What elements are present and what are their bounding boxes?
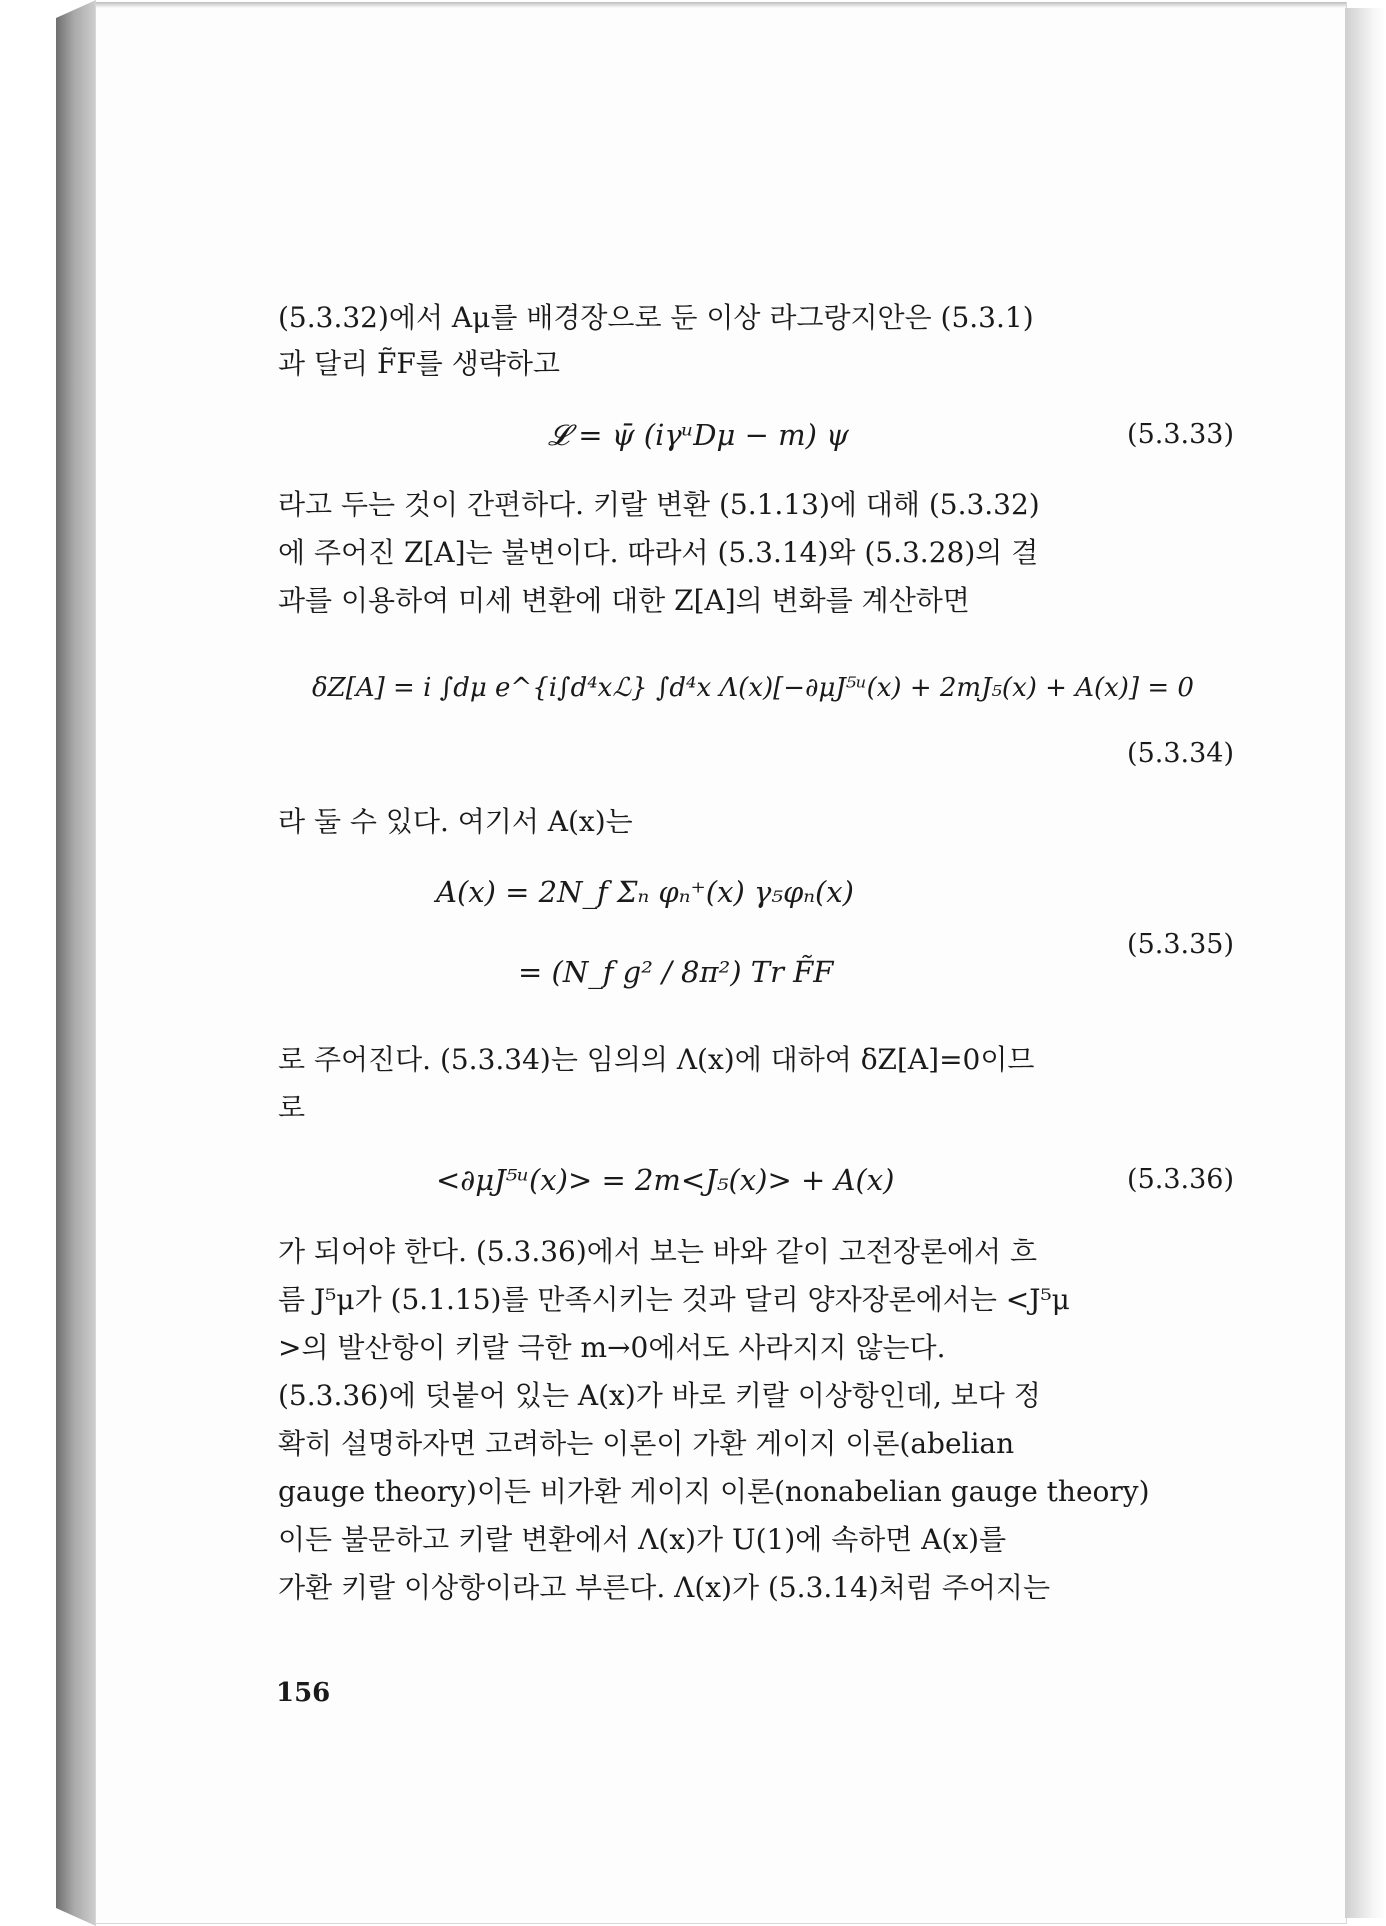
text-line: 름 J⁵μ가 (5.1.15)를 만족시키는 것과 달리 양자장론에서는 <J⁵μ: [278, 1283, 1070, 1316]
text-line: 라고 두는 것이 간편하다. 키랄 변환 (5.1.13)에 대해 (5.3.32): [278, 488, 1040, 521]
text-line: 이든 불문하고 키랄 변환에서 Λ(x)가 U(1)에 속하면 A(x)를: [278, 1523, 1007, 1556]
text-line: 과를 이용하여 미세 변환에 대한 Z[A]의 변화를 계산하면: [278, 584, 970, 617]
equation-number: (5.3.34): [1127, 738, 1234, 769]
equation-5-3-36: <∂μJ⁵ᵘ(x)> = 2m<J₅(x)> + A(x): [436, 1163, 895, 1197]
page-number: 156: [276, 1678, 331, 1708]
text-line: 과 달리 F̃F를 생략하고: [278, 347, 560, 380]
text-line: (5.3.36)에 덧붙어 있는 A(x)가 바로 키랄 이상항인데, 보다 정: [278, 1379, 1041, 1412]
text-line: >의 발산항이 키랄 극한 m→0에서도 사라지지 않는다.: [278, 1331, 946, 1364]
equation-5-3-35-line2: = (N_f g² / 8π²) Tr F̃F: [518, 955, 834, 989]
text-line: (5.3.32)에서 Aμ를 배경장으로 둔 이상 라그랑지안은 (5.3.1): [278, 301, 1034, 334]
text-line: 에 주어진 Z[A]는 불변이다. 따라서 (5.3.14)와 (5.3.28)의 결: [278, 536, 1039, 569]
text-line: 로 주어진다. (5.3.34)는 임의의 Λ(x)에 대하여 δZ[A]=0이므: [278, 1043, 1035, 1076]
text-line: 가 되어야 한다. (5.3.36)에서 보는 바와 같이 고전장론에서 흐: [278, 1235, 1038, 1268]
equation-5-3-35-line1: A(x) = 2N_f Σₙ φₙ⁺(x) γ₅φₙ(x): [436, 875, 854, 909]
text-line: 로: [278, 1091, 306, 1124]
equation-5-3-34: δZ[A] = i ∫dμ e^{i∫d⁴xℒ} ∫d⁴x Λ(x)[−∂μJ⁵ᵘ(x) + 2mJ₅(x) + A(x)] = 0: [312, 673, 1194, 703]
equation-number: (5.3.36): [1127, 1164, 1234, 1195]
text-line: 라 둘 수 있다. 여기서 A(x)는: [278, 805, 633, 838]
equation-number: (5.3.33): [1127, 419, 1234, 450]
equation-number: (5.3.35): [1127, 929, 1234, 960]
text-line: 확히 설명하자면 고려하는 이론이 가환 게이지 이론(abelian: [278, 1427, 1015, 1460]
text-line: 가환 키랄 이상항이라고 부른다. Λ(x)가 (5.3.14)처럼 주어지는: [278, 1571, 1051, 1604]
equation-5-3-33: 𝓛 = ψ̄ (iγᵘDμ − m) ψ: [548, 418, 849, 452]
text-line: gauge theory)이든 비가환 게이지 이론(nonabelian gauge theory): [278, 1475, 1150, 1508]
